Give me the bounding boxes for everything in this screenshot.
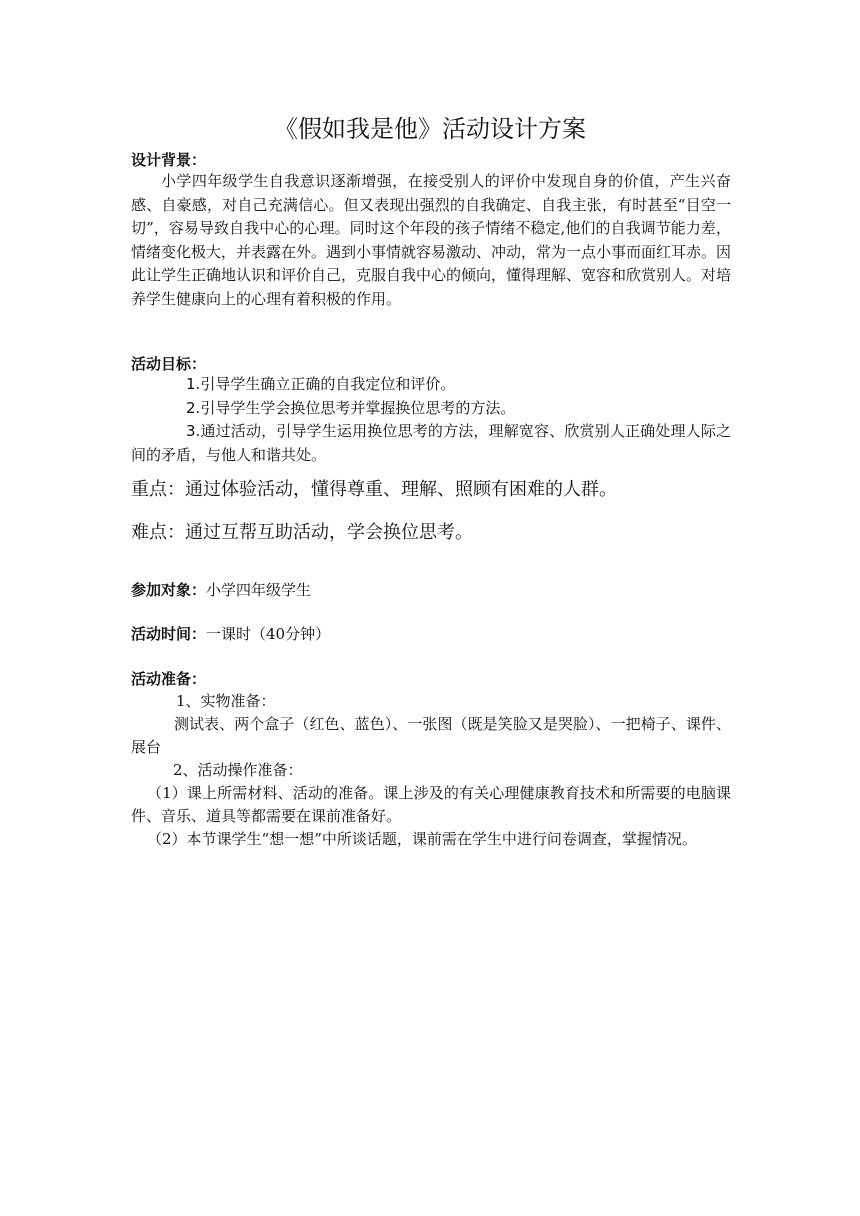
prep-item-1-text: 测试表、两个盒子（红色、蓝色）、一张图（既是笑脸又是哭脸）、一把椅子、课件、展台 [131,715,731,756]
time-label: 活动时间： [131,625,207,643]
goal-number: 1. [186,375,201,393]
goal-item-1 [186,373,731,397]
background-text: 小学四年级学生自我意识逐渐增强，在接受别人的评价中发现自身的价值，产生兴奋感、自豪感，对自己充满信心。但又表现出强烈的自我确定、自我主张，有时甚至“目空一切”，容易导致自我中心的心理。同时这个年段的孩子情绪不稳定,他们的自我调节能力差，情绪变化极大，并表露在外。遇到小事情就容易激动、冲动，常为一点小事而面红耳赤。因此让学生正确地认识和评价自己，克服自我中心的倾向，懂得理解、宽容和欣赏别人。对培养学生健康向上的心理有着积极的作用。 [131,172,732,308]
participants-label: 参加对象： [131,581,207,599]
goals-heading: 活动目标： [131,355,207,373]
goal-text: 引导学生确立正确的自我定位和评价。 [200,375,456,393]
goal-item-2 [186,397,731,421]
key-point: 重点：通过体验活动，懂得尊重、理解、照顾有困难的人群。 [131,479,617,500]
participants-value: 小学四年级学生 [206,581,312,599]
time-value: 一课时（40分钟） [206,625,331,643]
prep-item-2-title: 2、活动操作准备： [173,761,303,779]
participants [131,579,311,601]
prep-sub-2: （2）本节课学生“想一想”中所谈话题，课前需在学生中进行问卷调查，掌握情况。 [147,830,697,848]
goal-text: 通过活动，引导学生运用换位思考的方法，理解宽容、欣赏别人正确处理人际之间的矛盾，与他人和谐共处。 [131,422,731,464]
preparation-heading: 活动准备： [131,670,207,688]
goal-number: 2. [186,399,201,417]
prep-item-1-title: 1、实物准备： [176,692,276,710]
goal-item-3 [131,420,731,467]
document-title: 《假如我是他》活动设计方案 [274,115,586,143]
prep-sub-1: （1）课上所需材料、活动的准备。课上涉及的有关心理健康教育技术和所需要的电脑课件、音乐、道具等都需要在课前准备好。 [131,784,731,825]
goal-text: 引导学生学会换位思考并掌握换位思考的方法。 [200,399,516,417]
activity-time [131,623,330,645]
goal-number: 3. [186,422,201,440]
difficulty: 难点：通过互帮互助活动，学会换位思考。 [131,522,473,543]
background-heading: 设计背景： [131,151,207,169]
